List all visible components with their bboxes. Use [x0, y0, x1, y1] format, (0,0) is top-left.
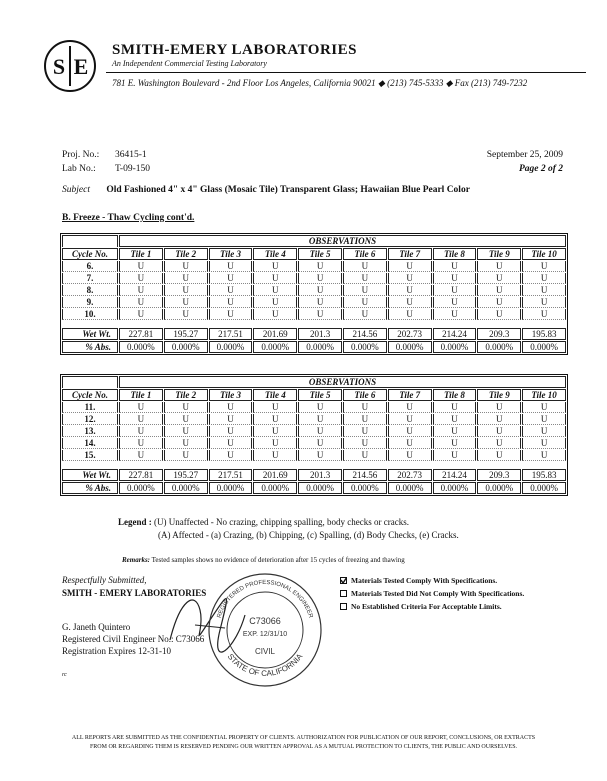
- footer-line-2: FROM OR REGARDING THEM IS RESERVED PENDING OUR WRITTEN APPROVAL AS A MUTUAL PROTECTION TO CLIENTS, THE PUBLIC AND OURSELVES.: [89, 744, 518, 750]
- observation-cell: U: [433, 402, 477, 413]
- wet-weight-cell: 209.3: [477, 469, 521, 481]
- checkbox-icon: [340, 590, 347, 597]
- tile-header: Tile 10: [522, 389, 566, 401]
- observation-cell: U: [477, 285, 521, 296]
- tile-header: Tile 5: [298, 248, 342, 260]
- absorption-cell: 0.000%: [388, 341, 432, 353]
- wet-weight-cell: 214.24: [433, 469, 477, 481]
- lab-value: T-09-150: [115, 164, 151, 174]
- observation-cell: U: [388, 285, 432, 296]
- observation-cell: U: [298, 309, 342, 320]
- observation-cell: U: [164, 402, 208, 413]
- observation-cell: U: [433, 273, 477, 284]
- tile-header: Tile 2: [164, 248, 208, 260]
- check-no-criteria-label: No Established Criteria For Acceptable Limits.: [351, 602, 502, 611]
- observation-cell: U: [253, 414, 297, 425]
- observation-cell: U: [433, 426, 477, 437]
- absorption-cell: 0.000%: [119, 341, 163, 353]
- company-name: SMITH-EMERY LABORATORIES: [112, 42, 357, 58]
- subject-line: [62, 185, 470, 195]
- wet-weight-cell: 209.3: [477, 328, 521, 340]
- absorption-cell: 0.000%: [164, 482, 208, 494]
- wet-weight-cell: 201.69: [253, 469, 297, 481]
- observation-cell: U: [119, 438, 163, 449]
- tile-header: Tile 3: [209, 248, 253, 260]
- blank-corner: [62, 376, 118, 388]
- observation-cell: U: [209, 426, 253, 437]
- observation-cell: U: [343, 261, 387, 272]
- registration-expires: Registration Expires 12-31-10: [62, 646, 171, 656]
- wet-weight-label: Wet Wt.: [62, 328, 118, 340]
- observation-cell: U: [388, 414, 432, 425]
- observation-cell: U: [164, 261, 208, 272]
- wet-weight-label: Wet Wt.: [62, 469, 118, 481]
- observation-cell: U: [298, 450, 342, 461]
- observation-cell: U: [119, 450, 163, 461]
- cycle-number: 9.: [62, 297, 118, 308]
- table-row: [62, 309, 566, 320]
- tile-header: Tile 1: [119, 248, 163, 260]
- observation-cell: U: [477, 450, 521, 461]
- table-row: [62, 273, 566, 284]
- observations-label: OBSERVATIONS: [119, 235, 566, 247]
- wet-weight-cell: 201.69: [253, 328, 297, 340]
- legend-label: Legend :: [118, 517, 152, 527]
- company-address: 781 E. Washington Boulevard - 2nd Floor Los Angeles, California 90021 ◆ (213) 745-5333 ◆ Fax (213) 749-7232: [112, 78, 528, 88]
- observation-cell: U: [522, 402, 566, 413]
- observation-cell: U: [388, 297, 432, 308]
- observation-cell: U: [119, 309, 163, 320]
- observation-cell: U: [433, 309, 477, 320]
- svg-text:E: E: [73, 54, 89, 79]
- se-logo-icon: [46, 42, 94, 90]
- cycle-number: 7.: [62, 273, 118, 284]
- wet-weight-cell: 195.27: [164, 469, 208, 481]
- wet-weight-cell: 217.51: [209, 469, 253, 481]
- observation-cell: U: [477, 414, 521, 425]
- tile-header: Tile 6: [343, 248, 387, 260]
- proj-label: Proj. No.:: [62, 150, 100, 160]
- wet-weight-cell: 195.83: [522, 328, 566, 340]
- observation-cell: U: [298, 414, 342, 425]
- report-date: September 25, 2009: [486, 150, 563, 160]
- cycle-no-header: Cycle No.: [62, 389, 118, 401]
- svg-text:S: S: [52, 54, 66, 79]
- observation-cell: U: [477, 297, 521, 308]
- observation-cell: U: [388, 309, 432, 320]
- footer-line-1: ALL REPORTS ARE SUBMITTED AS THE CONFIDENTIAL PROPERTY OF CLIENTS. AUTHORIZATION FOR PUBLICATION OF OUR REPORT, CONCLUSIONS, OR EXTRACTS: [71, 735, 536, 741]
- observation-cell: U: [522, 273, 566, 284]
- observation-cell: U: [388, 402, 432, 413]
- subject-label: Subject: [62, 185, 90, 195]
- observation-cell: U: [343, 309, 387, 320]
- observation-cell: U: [522, 297, 566, 308]
- legend-line-2: (A) Affected - (a) Crazing, (b) Chipping, (c) Spalling, (d) Body Checks, (e) Cracks.: [158, 530, 459, 540]
- absorption-cell: 0.000%: [388, 482, 432, 494]
- observation-cell: U: [522, 285, 566, 296]
- observation-cell: U: [253, 297, 297, 308]
- observation-cell: U: [477, 438, 521, 449]
- spacer-cell: [62, 321, 566, 327]
- tile-header: Tile 6: [343, 389, 387, 401]
- absorption-cell: 0.000%: [119, 482, 163, 494]
- section-title: B. Freeze - Thaw Cycling cont'd.: [62, 213, 195, 223]
- observation-cell: U: [343, 285, 387, 296]
- observations-header-row: [62, 235, 566, 247]
- observation-cell: U: [164, 285, 208, 296]
- table-row: [62, 450, 566, 461]
- column-header-row: [62, 389, 566, 401]
- wet-weight-cell: 217.51: [209, 328, 253, 340]
- observation-cell: U: [477, 426, 521, 437]
- tile-header: Tile 10: [522, 248, 566, 260]
- company-tagline: An Independent Commercial Testing Laboratory: [112, 59, 267, 68]
- wet-weight-cell: 195.83: [522, 469, 566, 481]
- check-no-criteria: [340, 602, 502, 611]
- observation-cell: U: [253, 273, 297, 284]
- observation-cell: U: [522, 450, 566, 461]
- table-row: [62, 414, 566, 425]
- observation-cell: U: [433, 261, 477, 272]
- observation-cell: U: [164, 273, 208, 284]
- tile-header: Tile 5: [298, 389, 342, 401]
- engineer-seal: [205, 570, 325, 690]
- table-row: [62, 426, 566, 437]
- absorption-cell: 0.000%: [298, 341, 342, 353]
- legend-line-1: (U) Unaffected - No crazing, chipping spalling, body checks or cracks.: [154, 517, 409, 527]
- observation-cell: U: [209, 438, 253, 449]
- observations-table-1: [60, 233, 568, 355]
- tile-header: Tile 3: [209, 389, 253, 401]
- observation-cell: U: [209, 414, 253, 425]
- observation-cell: U: [388, 450, 432, 461]
- observation-cell: U: [253, 450, 297, 461]
- cycle-number: 13.: [62, 426, 118, 437]
- lab-label: Lab No.:: [62, 164, 96, 174]
- absorption-cell: 0.000%: [477, 341, 521, 353]
- check-not-comply: [340, 589, 524, 598]
- cycle-number: 10.: [62, 309, 118, 320]
- observation-cell: U: [343, 438, 387, 449]
- wet-weight-cell: 201.3: [298, 469, 342, 481]
- observation-cell: U: [119, 273, 163, 284]
- absorption-row: [62, 341, 566, 353]
- wet-weight-cell: 214.56: [343, 469, 387, 481]
- cycle-number: 6.: [62, 261, 118, 272]
- observation-cell: U: [388, 426, 432, 437]
- observation-cell: U: [164, 450, 208, 461]
- checkbox-checked-icon: [340, 577, 347, 584]
- observation-cell: U: [343, 273, 387, 284]
- absorption-cell: 0.000%: [522, 341, 566, 353]
- absorption-cell: 0.000%: [343, 482, 387, 494]
- observation-cell: U: [388, 273, 432, 284]
- observation-cell: U: [433, 438, 477, 449]
- wet-weight-cell: 202.73: [388, 469, 432, 481]
- proj-value: 36415-1: [115, 150, 147, 160]
- wet-weight-row: [62, 469, 566, 481]
- check-not-comply-label: Materials Tested Did Not Comply With Specifications.: [351, 589, 525, 598]
- absorption-cell: 0.000%: [253, 482, 297, 494]
- observation-cell: U: [253, 426, 297, 437]
- typist-initials: rc: [62, 672, 67, 678]
- table-row: [62, 438, 566, 449]
- seal-number: C73066: [249, 616, 281, 626]
- wet-weight-cell: 214.56: [343, 328, 387, 340]
- absorption-cell: 0.000%: [164, 341, 208, 353]
- seal-exp: EXP. 12/31/10: [242, 631, 288, 638]
- page-number: Page 2 of 2: [518, 164, 563, 174]
- engineer-registration: Registered Civil Engineer No.: C73066: [62, 634, 205, 644]
- blank-corner: [62, 235, 118, 247]
- wet-weight-cell: 214.24: [433, 328, 477, 340]
- tile-header: Tile 7: [388, 389, 432, 401]
- remarks-text: Tested samples shows no evidence of deterioration after 15 cycles of freezing and thawing: [151, 556, 405, 564]
- observation-cell: U: [164, 426, 208, 437]
- observation-cell: U: [253, 438, 297, 449]
- company-logo: [44, 40, 96, 92]
- tile-header: Tile 4: [253, 389, 297, 401]
- tile-header: Tile 9: [477, 389, 521, 401]
- wet-weight-cell: 227.81: [119, 328, 163, 340]
- observation-cell: U: [433, 285, 477, 296]
- cycle-number: 11.: [62, 402, 118, 413]
- tile-header: Tile 7: [388, 248, 432, 260]
- observations-table-2: [60, 374, 568, 496]
- observation-cell: U: [522, 414, 566, 425]
- observation-cell: U: [343, 426, 387, 437]
- tile-header: Tile 9: [477, 248, 521, 260]
- observation-cell: U: [209, 273, 253, 284]
- observation-cell: U: [522, 261, 566, 272]
- observation-cell: U: [522, 438, 566, 449]
- absorption-cell: 0.000%: [477, 482, 521, 494]
- remarks-label: Remarks:: [122, 556, 150, 564]
- observation-cell: U: [298, 273, 342, 284]
- observation-cell: U: [522, 426, 566, 437]
- observation-cell: U: [343, 450, 387, 461]
- observation-cell: U: [343, 414, 387, 425]
- absorption-cell: 0.000%: [433, 341, 477, 353]
- observation-cell: U: [209, 297, 253, 308]
- observation-cell: U: [477, 273, 521, 284]
- observation-cell: U: [477, 402, 521, 413]
- cycle-number: 12.: [62, 414, 118, 425]
- observation-cell: U: [253, 309, 297, 320]
- seal-bottom-arc: STATE OF CALIFORNIA: [225, 652, 305, 679]
- observation-cell: U: [119, 285, 163, 296]
- observations-header-row: [62, 376, 566, 388]
- wet-weight-cell: 201.3: [298, 328, 342, 340]
- signature-company: SMITH - EMERY LABORATORIES: [62, 588, 207, 598]
- observation-cell: U: [119, 297, 163, 308]
- table-row: [62, 261, 566, 272]
- observation-cell: U: [164, 414, 208, 425]
- subject-value: Old Fashioned 4" x 4" Glass (Mosaic Tile) Transparent Glass; Hawaiian Blue Pearl Color: [106, 185, 470, 195]
- observation-cell: U: [164, 297, 208, 308]
- engineer-name: G. Janeth Quintero: [62, 622, 131, 632]
- absorption-label: % Abs.: [62, 341, 118, 353]
- observation-cell: U: [209, 261, 253, 272]
- absorption-cell: 0.000%: [433, 482, 477, 494]
- tile-header: Tile 1: [119, 389, 163, 401]
- observation-cell: U: [298, 426, 342, 437]
- table-row: [62, 297, 566, 308]
- observation-cell: U: [433, 297, 477, 308]
- column-header-row: [62, 248, 566, 260]
- table-spacer: [62, 321, 566, 327]
- absorption-cell: 0.000%: [298, 482, 342, 494]
- observation-cell: U: [433, 414, 477, 425]
- tile-header: Tile 8: [433, 389, 477, 401]
- cycle-number: 14.: [62, 438, 118, 449]
- checkbox-icon: [340, 603, 347, 610]
- observation-cell: U: [298, 402, 342, 413]
- observation-cell: U: [388, 261, 432, 272]
- spacer-cell: [62, 462, 566, 468]
- absorption-cell: 0.000%: [343, 341, 387, 353]
- tile-header: Tile 8: [433, 248, 477, 260]
- observation-cell: U: [119, 414, 163, 425]
- observation-cell: U: [119, 402, 163, 413]
- absorption-cell: 0.000%: [522, 482, 566, 494]
- cycle-number: 15.: [62, 450, 118, 461]
- absorption-label: % Abs.: [62, 482, 118, 494]
- observation-cell: U: [209, 309, 253, 320]
- absorption-cell: 0.000%: [253, 341, 297, 353]
- cycle-number: 8.: [62, 285, 118, 296]
- observation-cell: U: [477, 309, 521, 320]
- wet-weight-cell: 227.81: [119, 469, 163, 481]
- check-comply: [340, 576, 497, 585]
- table-row: [62, 285, 566, 296]
- cycle-no-header: Cycle No.: [62, 248, 118, 260]
- observation-cell: U: [343, 297, 387, 308]
- observation-cell: U: [119, 261, 163, 272]
- table-row: [62, 402, 566, 413]
- observations-label: OBSERVATIONS: [119, 376, 566, 388]
- observation-cell: U: [209, 402, 253, 413]
- observation-cell: U: [164, 309, 208, 320]
- observation-cell: U: [477, 261, 521, 272]
- observation-cell: U: [298, 297, 342, 308]
- observation-cell: U: [343, 402, 387, 413]
- footer-disclaimer: [30, 734, 577, 752]
- table-spacer: [62, 462, 566, 468]
- observation-cell: U: [522, 309, 566, 320]
- wet-weight-cell: 195.27: [164, 328, 208, 340]
- observation-cell: U: [298, 438, 342, 449]
- header-divider: [106, 72, 586, 73]
- observation-cell: U: [253, 261, 297, 272]
- remarks: [122, 556, 405, 564]
- respectfully-submitted: Respectfully Submitted,: [62, 575, 147, 585]
- absorption-cell: 0.000%: [209, 341, 253, 353]
- wet-weight-row: [62, 328, 566, 340]
- observation-cell: U: [433, 450, 477, 461]
- tile-header: Tile 4: [253, 248, 297, 260]
- check-comply-label: Materials Tested Comply With Specifications.: [351, 576, 498, 585]
- wet-weight-cell: 202.73: [388, 328, 432, 340]
- observation-cell: U: [253, 285, 297, 296]
- absorption-row: [62, 482, 566, 494]
- absorption-cell: 0.000%: [209, 482, 253, 494]
- observation-cell: U: [209, 285, 253, 296]
- observation-cell: U: [253, 402, 297, 413]
- tile-header: Tile 2: [164, 389, 208, 401]
- observation-cell: U: [298, 285, 342, 296]
- seal-civil: CIVIL: [254, 647, 276, 656]
- observation-cell: U: [298, 261, 342, 272]
- observation-cell: U: [119, 426, 163, 437]
- observation-cell: U: [209, 450, 253, 461]
- observation-cell: U: [164, 438, 208, 449]
- seal-top-arc: REGISTERED PROFESSIONAL ENGINEER: [216, 579, 314, 619]
- legend: [118, 517, 409, 527]
- observation-cell: U: [388, 438, 432, 449]
